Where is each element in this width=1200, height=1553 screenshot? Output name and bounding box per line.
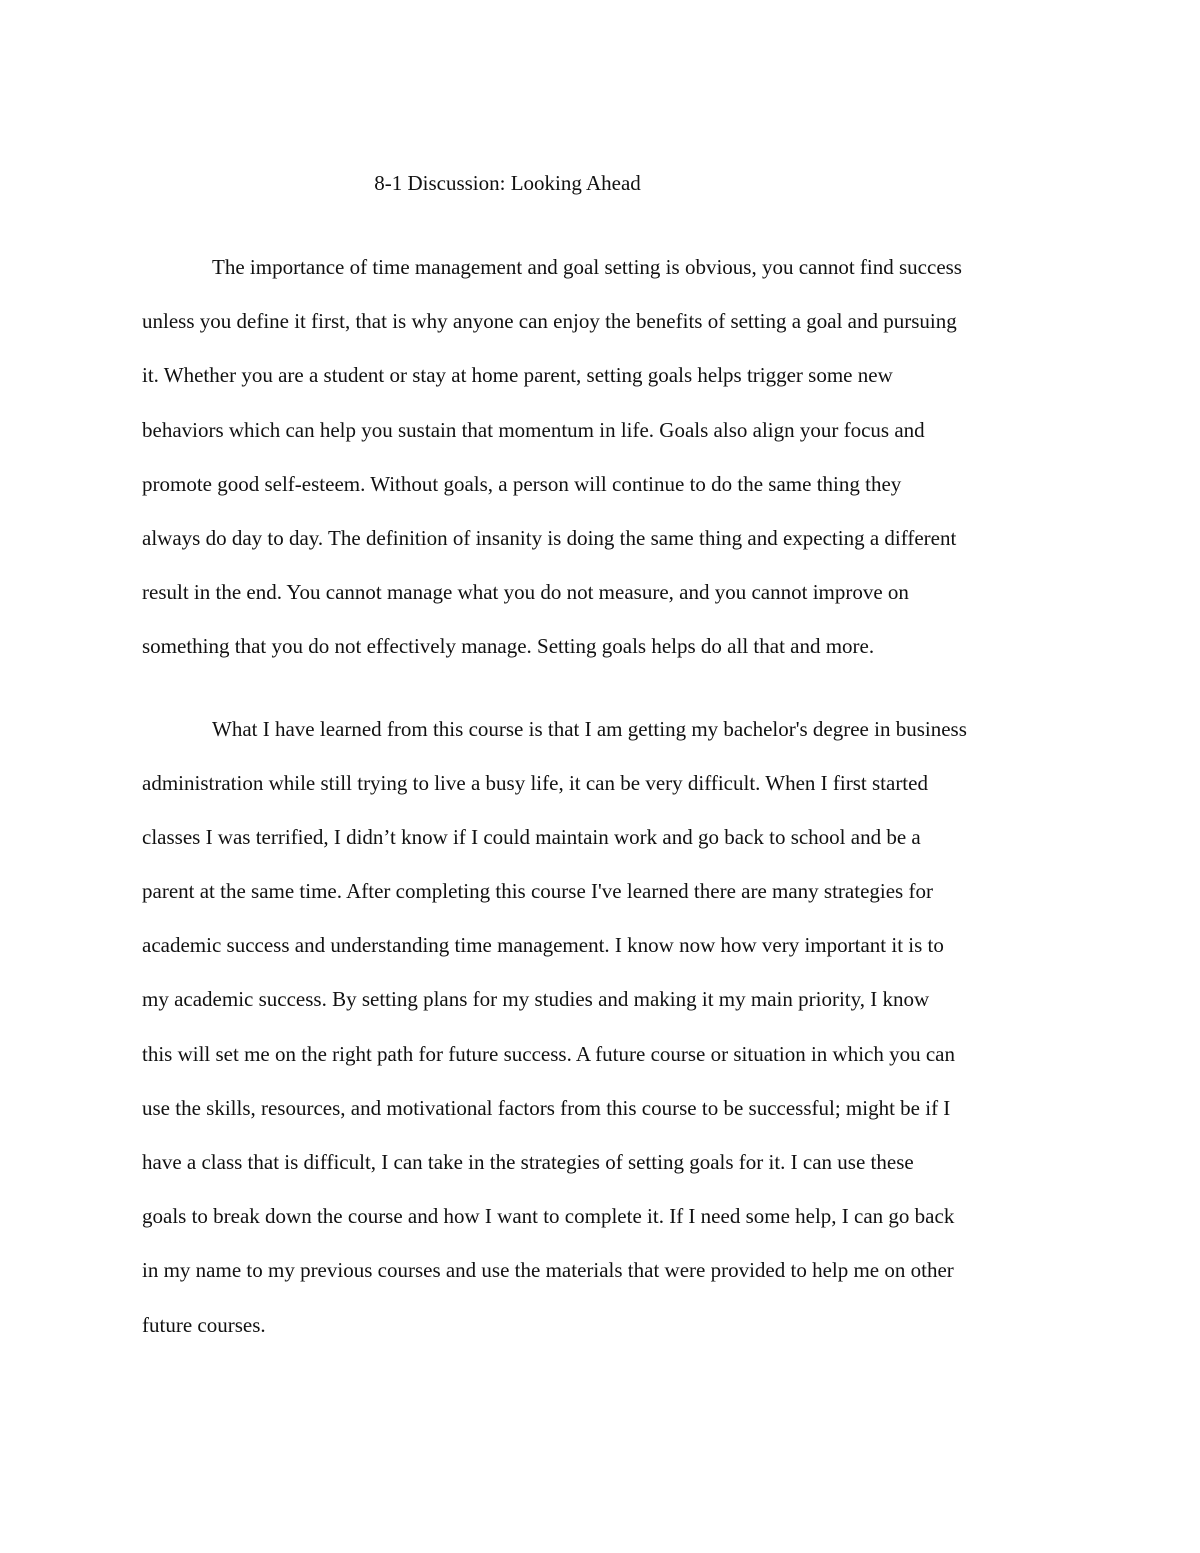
paragraph-line: What I have learned from this course is that I am getting my bachelor's degree in business bbox=[212, 716, 967, 741]
paragraph-line: result in the end. You cannot manage what you do not measure, and you cannot improve on bbox=[142, 580, 909, 605]
paragraph-line: use the skills, resources, and motivational factors from this course to be successful; might be if I bbox=[142, 1095, 951, 1120]
paragraph-line: something that you do not effectively manage. Setting goals helps do all that and more. bbox=[142, 634, 875, 659]
paragraph-line: academic success and understanding time management. I know now how very important it is to bbox=[142, 933, 944, 958]
paragraph-line: in my name to my previous courses and use the materials that were provided to help me on other bbox=[142, 1258, 954, 1283]
paragraph-line: my academic success. By setting plans for my studies and making it my main priority, I know bbox=[142, 987, 930, 1012]
paragraph-line: have a class that is difficult, I can take in the strategies of setting goals for it. I can use these bbox=[142, 1150, 914, 1174]
paragraph-2 bbox=[142, 702, 1062, 1352]
paragraph-line: behaviors which can help you sustain that momentum in life. Goals also align your focus and bbox=[142, 417, 925, 442]
paragraph-line: parent at the same time. After completing this course I've learned there are many strategies for bbox=[142, 879, 933, 904]
paragraph-line: The importance of time management and goal setting is obvious, you cannot find success bbox=[212, 255, 962, 279]
paragraph-line: this will set me on the right path for future success. A future course or situation in which you can bbox=[142, 1041, 955, 1066]
paragraph-line: goals to break down the course and how I want to complete it. If I need some help, I can go back bbox=[142, 1204, 955, 1229]
paragraph-line: unless you define it first, that is why anyone can enjoy the benefits of setting a goal and pursuing bbox=[142, 309, 957, 334]
paragraph-line: promote good self-esteem. Without goals, a person will continue to do the same thing they bbox=[142, 471, 902, 496]
document-body bbox=[142, 240, 1062, 1352]
document-title: 8-1 Discussion: Looking Ahead bbox=[374, 171, 641, 195]
paragraph-line: always do day to day. The definition of insanity is doing the same thing and expecting a different bbox=[142, 525, 957, 550]
paragraph-line: classes I was terrified, I didn’t know if I could maintain work and go back to school and be a bbox=[142, 824, 921, 849]
paragraph-line: it. Whether you are a student or stay at home parent, setting goals helps trigger some new bbox=[142, 363, 893, 388]
paragraph-line: administration while still trying to live a busy life, it can be very difficult. When I first started bbox=[142, 770, 928, 795]
paragraph-1 bbox=[142, 240, 1062, 674]
paragraph-line: future courses. bbox=[142, 1312, 266, 1337]
